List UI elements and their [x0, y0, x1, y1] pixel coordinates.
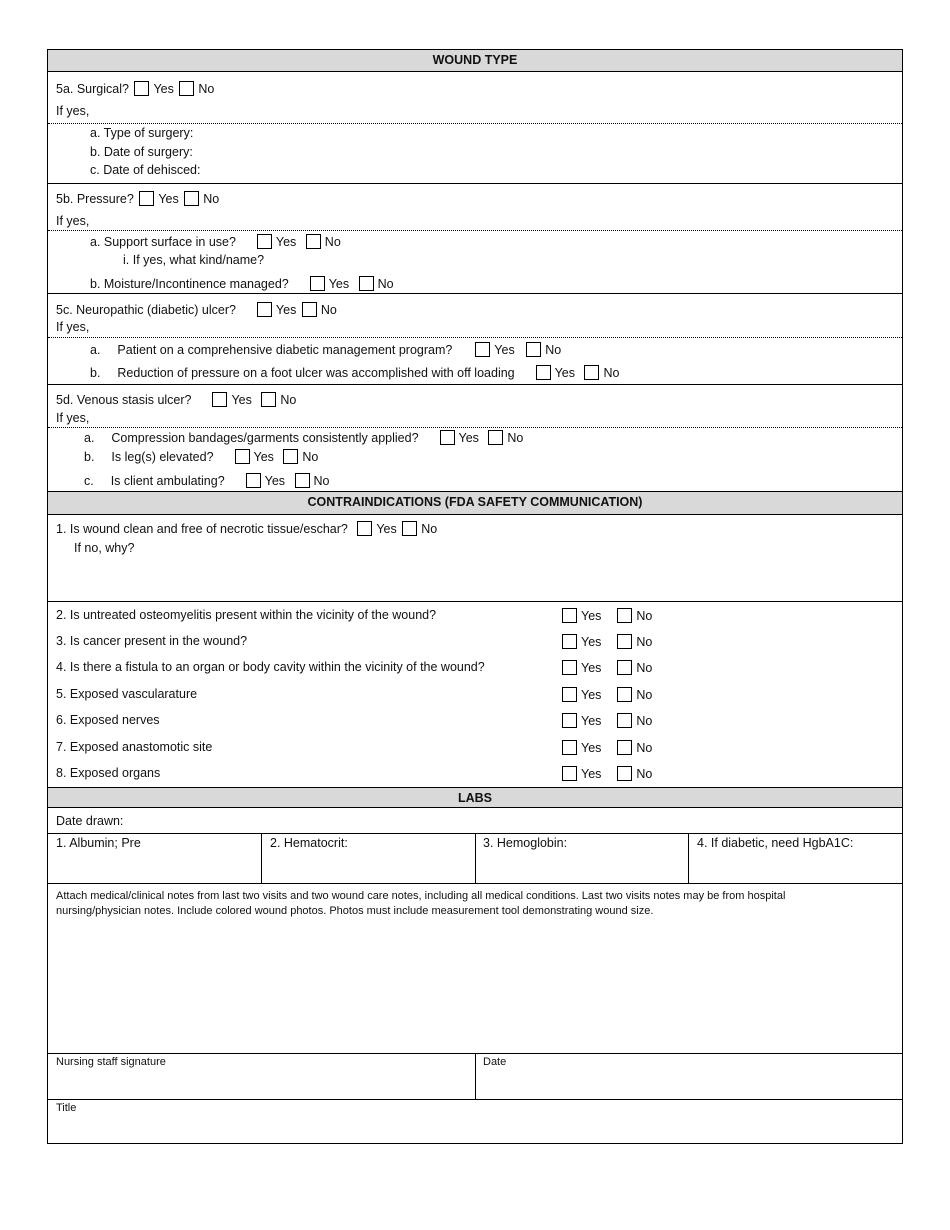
neuropathic-if-yes: If yes, [56, 320, 90, 334]
neuropathic-no-checkbox[interactable] [302, 302, 317, 317]
support-surface-yes-label: Yes [275, 235, 297, 249]
ambulating-no-label: No [313, 474, 330, 488]
cancer-no-checkbox[interactable] [617, 634, 632, 649]
surgery-type-field[interactable]: a. Type of surgery: [90, 126, 194, 140]
divider [261, 833, 262, 883]
compression-row [84, 430, 523, 446]
pressure-question: 5b. Pressure? [56, 192, 134, 206]
albumin-field[interactable]: 1. Albumin; Pre [56, 836, 141, 850]
osteomyelitis-no-checkbox[interactable] [617, 608, 632, 623]
ambulating-yes-checkbox[interactable] [246, 473, 261, 488]
venous-no-checkbox[interactable] [261, 392, 276, 407]
anastomotic-no-label: No [636, 741, 653, 755]
cancer-question: 3. Is cancer present in the wound? [56, 634, 248, 648]
anastomotic-yes-checkbox[interactable] [562, 740, 577, 755]
necrotic-tissue-question: 1. Is wound clean and free of necrotic tissue/eschar? [56, 522, 348, 536]
osteomyelitis-yes-label: Yes [581, 609, 602, 623]
date-drawn-field[interactable]: Date drawn: [56, 814, 124, 828]
surgical-yes-label: Yes [153, 82, 174, 96]
vasculature-no-label: No [636, 688, 653, 702]
compression-no-checkbox[interactable] [488, 430, 503, 445]
vasculature-no-checkbox[interactable] [617, 687, 632, 702]
support-surface-no-label: No [324, 235, 341, 249]
divider [475, 1053, 476, 1099]
divider [48, 337, 902, 338]
pressure-if-yes: If yes, [56, 214, 90, 228]
divider [48, 230, 902, 231]
osteomyelitis-options [560, 608, 652, 624]
dehisced-date-field[interactable]: c. Date of dehisced: [90, 163, 201, 177]
vasculature-options [560, 687, 652, 703]
moisture-no-label: No [377, 277, 394, 291]
venous-yes-label: Yes [231, 393, 252, 407]
moisture-no-checkbox[interactable] [359, 276, 374, 291]
divider [688, 833, 689, 883]
osteomyelitis-no-label: No [636, 609, 653, 623]
surgery-date-field[interactable]: b. Date of surgery: [90, 145, 193, 159]
vasculature-question: 5. Exposed vascularature [56, 687, 198, 701]
compression-no-label: No [507, 431, 524, 445]
nerves-question: 6. Exposed nerves [56, 713, 160, 727]
support-surface-kind-field[interactable]: i. If yes, what kind/name? [123, 253, 265, 267]
nursing-staff-signature-field[interactable]: Nursing staff signature [56, 1056, 166, 1068]
divider [475, 833, 476, 883]
necrotic-tissue-no-label: No [421, 522, 438, 536]
pressure-yes-label: Yes [158, 192, 179, 206]
compression-question: Compression bandages/garments consistently applied? [111, 431, 419, 445]
organs-yes-label: Yes [581, 767, 602, 781]
wound-type-header: WOUND TYPE [48, 50, 902, 72]
nerves-no-label: No [636, 714, 653, 728]
divider [48, 183, 902, 184]
offloading-row [90, 365, 619, 381]
anastomotic-no-checkbox[interactable] [617, 740, 632, 755]
offloading-yes-label: Yes [554, 366, 575, 380]
offloading-marker: b. [90, 366, 101, 380]
moisture-question: b. Moisture/Incontinence managed? [90, 277, 289, 291]
cancer-no-label: No [636, 635, 653, 649]
signature-date-field[interactable]: Date [483, 1056, 507, 1068]
attachment-instructions: Attach medical/clinical notes from last two visits and two wound care notes, including all medical conditions. Last two visits notes may be from hospital nursing/physician notes. Include colored wound photos. Photos must include measurement tool demonstrating wound size. [56, 890, 786, 917]
cancer-options [560, 634, 652, 650]
fistula-yes-label: Yes [581, 661, 602, 675]
ambulating-yes-label: Yes [264, 474, 286, 488]
fistula-no-checkbox[interactable] [617, 660, 632, 675]
leg-elevated-no-label: No [302, 450, 319, 464]
moisture-yes-checkbox[interactable] [310, 276, 325, 291]
surgical-question-row [56, 81, 214, 97]
fistula-yes-checkbox[interactable] [562, 660, 577, 675]
surgical-no-label: No [198, 82, 215, 96]
hgba1c-field[interactable]: 4. If diabetic, need HgbA1C: [697, 836, 854, 850]
nerves-no-checkbox[interactable] [617, 713, 632, 728]
fistula-options [560, 660, 652, 676]
cancer-yes-label: Yes [581, 635, 602, 649]
divider [48, 1099, 902, 1100]
nerves-options [560, 713, 652, 729]
necrotic-tissue-no-checkbox[interactable] [402, 521, 417, 536]
anastomotic-options [560, 740, 652, 756]
pressure-no-checkbox[interactable] [184, 191, 199, 206]
offloading-yes-checkbox[interactable] [536, 365, 551, 380]
necrotic-tissue-yes-label: Yes [376, 522, 397, 536]
leg-elevated-yes-checkbox[interactable] [235, 449, 250, 464]
divider [48, 293, 902, 294]
contraindications-header: CONTRAINDICATIONS (FDA SAFETY COMMUNICATION) [48, 491, 902, 515]
osteomyelitis-question: 2. Is untreated osteomyelitis present within the vicinity of the wound? [56, 608, 437, 622]
leg-elevated-question: Is leg(s) elevated? [111, 450, 214, 464]
ambulating-question: Is client ambulating? [110, 474, 225, 488]
ambulating-no-checkbox[interactable] [295, 473, 310, 488]
necrotic-tissue-row [56, 521, 437, 537]
diabetic-program-yes-label: Yes [494, 343, 515, 357]
nerves-yes-label: Yes [581, 714, 602, 728]
neuropathic-yes-checkbox[interactable] [257, 302, 272, 317]
hematocrit-field[interactable]: 2. Hematocrit: [270, 836, 348, 850]
divider [48, 427, 902, 428]
pressure-question-row [56, 191, 219, 207]
osteomyelitis-yes-checkbox[interactable] [562, 608, 577, 623]
support-surface-yes-checkbox[interactable] [257, 234, 272, 249]
surgical-question: 5a. Surgical? [56, 82, 129, 96]
leg-elevated-row [84, 449, 318, 465]
offloading-no-checkbox[interactable] [584, 365, 599, 380]
support-surface-row [90, 234, 341, 250]
title-field[interactable]: Title [56, 1102, 77, 1114]
neuropathic-question: 5c. Neuropathic (diabetic) ulcer? [56, 303, 236, 317]
fistula-question: 4. Is there a fistula to an organ or body cavity within the vicinity of the wound? [56, 660, 485, 674]
ambulating-row [84, 473, 330, 489]
organs-question: 8. Exposed organs [56, 766, 161, 780]
support-surface-no-checkbox[interactable] [306, 234, 321, 249]
wound-assessment-form [47, 49, 903, 1144]
anastomotic-question: 7. Exposed anastomotic site [56, 740, 213, 754]
support-surface-question: a. Support surface in use? [90, 235, 236, 249]
organs-no-checkbox[interactable] [617, 766, 632, 781]
moisture-yes-label: Yes [328, 277, 350, 291]
ambulating-marker: c. [84, 474, 94, 488]
compression-marker: a. [84, 431, 95, 445]
surgical-yes-checkbox[interactable] [134, 81, 149, 96]
leg-elevated-marker: b. [84, 450, 95, 464]
offloading-no-label: No [603, 366, 620, 380]
compression-yes-checkbox[interactable] [440, 430, 455, 445]
hemoglobin-field[interactable]: 3. Hemoglobin: [483, 836, 568, 850]
diabetic-program-row [90, 342, 561, 358]
vasculature-yes-checkbox[interactable] [562, 687, 577, 702]
venous-yes-checkbox[interactable] [212, 392, 227, 407]
anastomotic-yes-label: Yes [581, 741, 602, 755]
nerves-yes-checkbox[interactable] [562, 713, 577, 728]
neuropathic-no-label: No [320, 303, 337, 317]
diabetic-program-question: Patient on a comprehensive diabetic management program? [117, 343, 453, 357]
venous-question-row [56, 392, 296, 408]
cancer-yes-checkbox[interactable] [562, 634, 577, 649]
organs-no-label: No [636, 767, 653, 781]
organs-options [560, 766, 652, 782]
compression-yes-label: Yes [458, 431, 479, 445]
venous-no-label: No [280, 393, 297, 407]
venous-question: 5d. Venous stasis ulcer? [56, 393, 192, 407]
fistula-no-label: No [636, 661, 653, 675]
labs-header: LABS [48, 787, 902, 808]
surgical-no-checkbox[interactable] [179, 81, 194, 96]
divider [48, 883, 902, 884]
moisture-row [90, 276, 394, 292]
leg-elevated-no-checkbox[interactable] [283, 449, 298, 464]
necrotic-tissue-yes-checkbox[interactable] [357, 521, 372, 536]
offloading-question: Reduction of pressure on a foot ulcer was accomplished with off loading [117, 366, 515, 380]
divider [48, 601, 902, 602]
vasculature-yes-label: Yes [581, 688, 602, 702]
venous-if-yes: If yes, [56, 411, 90, 425]
neuropathic-yes-label: Yes [275, 303, 297, 317]
diabetic-program-yes-checkbox[interactable] [475, 342, 490, 357]
divider [48, 123, 902, 124]
pressure-no-label: No [203, 192, 220, 206]
diabetic-program-marker: a. [90, 343, 101, 357]
leg-elevated-yes-label: Yes [253, 450, 274, 464]
divider [48, 384, 902, 385]
pressure-yes-checkbox[interactable] [139, 191, 154, 206]
organs-yes-checkbox[interactable] [562, 766, 577, 781]
surgical-if-yes: If yes, [56, 104, 90, 118]
diabetic-program-no-label: No [545, 343, 562, 357]
neuropathic-question-row [56, 302, 337, 318]
necrotic-tissue-why-field[interactable]: If no, why? [74, 541, 135, 555]
diabetic-program-no-checkbox[interactable] [526, 342, 541, 357]
